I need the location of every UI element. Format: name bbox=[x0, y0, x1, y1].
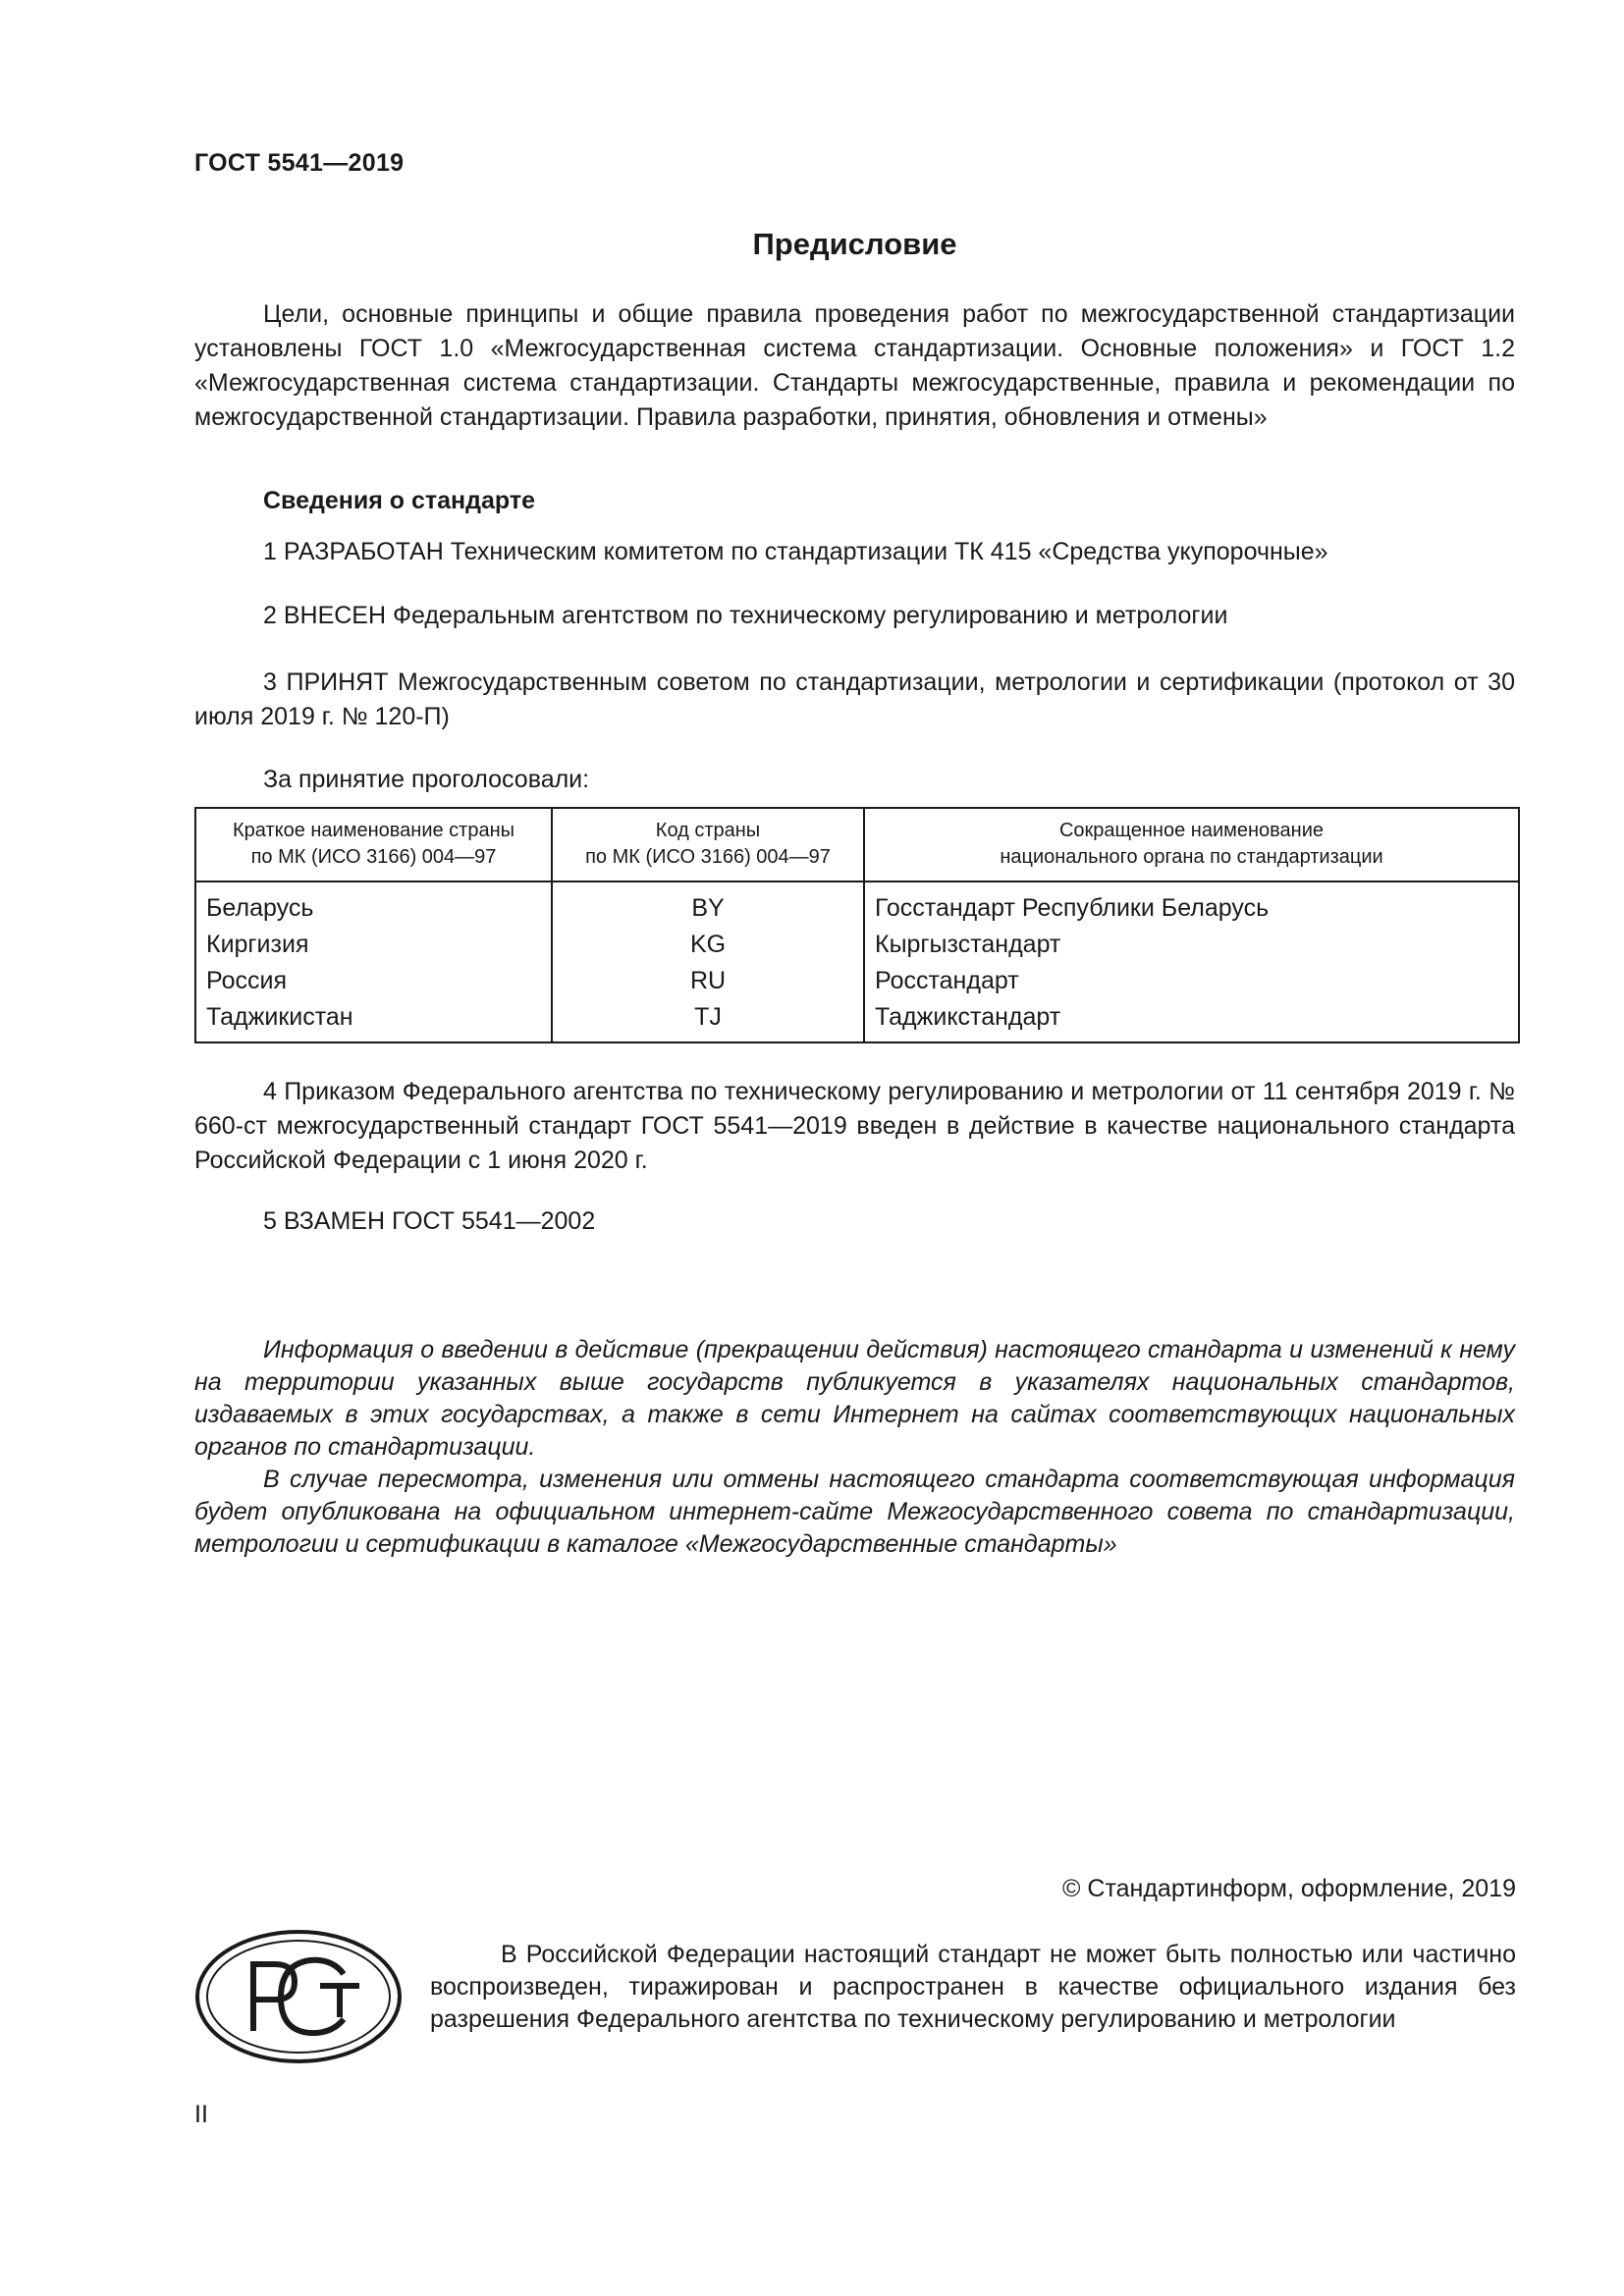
header-country: Краткое наименование страны по МК (ИСО 3166) 004—97 bbox=[195, 808, 552, 881]
cell-body: Таджикстандарт bbox=[864, 999, 1519, 1042]
reproduction-notice: В Российской Федерации настоящий стандарт не может быть полностью или частично воспроизведен, тиражирован и распространен в качестве официального издания без разрешения Федерального агентства по техническому регулированию и метрологии bbox=[430, 1941, 1516, 2033]
cell-country: Киргизия bbox=[195, 927, 552, 963]
voting-table bbox=[194, 807, 1520, 1043]
table-row bbox=[195, 927, 1519, 963]
copyright: © Стандартинформ, оформление, 2019 bbox=[1062, 1875, 1516, 1902]
table-row bbox=[195, 963, 1519, 999]
page-number: II bbox=[194, 2101, 208, 2128]
pct-logo-icon bbox=[194, 1929, 403, 2064]
header-body: Сокращенное наименование национального органа по стандартизации bbox=[864, 808, 1519, 881]
table-header-row bbox=[195, 808, 1519, 881]
table-row bbox=[195, 999, 1519, 1042]
item-5: 5 ВЗАМЕН ГОСТ 5541—2002 bbox=[263, 1207, 596, 1235]
italic-note-1: Информация о введении в действие (прекращении действия) настоящего стандарта и изменений к нему на территории указанных выше государств публикуется в указателях национальных стандартов, издаваемых в этих государствах, а также в сети Интернет на сайтах соответствующих национальных органов по стандартизации. bbox=[194, 1336, 1515, 1461]
cell-country: Беларусь bbox=[195, 881, 552, 927]
cell-body: Росстандарт bbox=[864, 963, 1519, 999]
document-code: ГОСТ 5541—2019 bbox=[194, 149, 405, 177]
item-1: 1 РАЗРАБОТАН Техническим комитетом по стандартизации ТК 415 «Средства укупорочные» bbox=[263, 538, 1328, 565]
cell-country: Таджикистан bbox=[195, 999, 552, 1042]
intro-paragraph: Цели, основные принципы и общие правила проведения работ по межгосударственной стандартизации установлены ГОСТ 1.0 «Межгосударственная система стандартизации. Основные положения» и ГОСТ 1.2 «Межгосударственная система стандартизации. Стандарты межгосударственные, правила и рекомендации по межгосударственной стандартизации. Правила разработки, принятия, обновления и отмены» bbox=[194, 300, 1515, 431]
cell-code: KG bbox=[552, 927, 864, 963]
italic-note-2: В случае пересмотра, изменения или отмены настоящего стандарта соответствующая информация будет опубликована на официальном интернет-сайте Межгосударственного совета по стандартизации, метрологии и сертификации в каталоге «Межгосударственные стандарты» bbox=[194, 1466, 1515, 1558]
table-row bbox=[195, 881, 1519, 927]
item-3: 3 ПРИНЯТ Межгосударственным советом по стандартизации, метрологии и сертификации (протокол от 30 июля 2019 г. № 120-П) bbox=[194, 668, 1515, 730]
page-title: Предисловие bbox=[752, 227, 957, 261]
cell-country: Россия bbox=[195, 963, 552, 999]
cell-body: Госстандарт Республики Беларусь bbox=[864, 881, 1519, 927]
item-2: 2 ВНЕСЕН Федеральным агентством по техническому регулированию и метрологии bbox=[263, 602, 1228, 629]
cell-body: Кыргызстандарт bbox=[864, 927, 1519, 963]
info-heading: Сведения о стандарте bbox=[263, 487, 536, 514]
cell-code: TJ bbox=[552, 999, 864, 1042]
cell-code: RU bbox=[552, 963, 864, 999]
header-code: Код страны по МК (ИСО 3166) 004—97 bbox=[552, 808, 864, 881]
cell-code: BY bbox=[552, 881, 864, 927]
item-4: 4 Приказом Федерального агентства по техническому регулированию и метрологии от 11 сентября 2019 г. № 660-ст межгосударственный стандарт ГОСТ 5541—2019 введен в действие в качестве национального стандарта Российской Федерации с 1 июня 2020 г. bbox=[194, 1078, 1515, 1174]
voted-label: За принятие проголосовали: bbox=[263, 766, 590, 793]
